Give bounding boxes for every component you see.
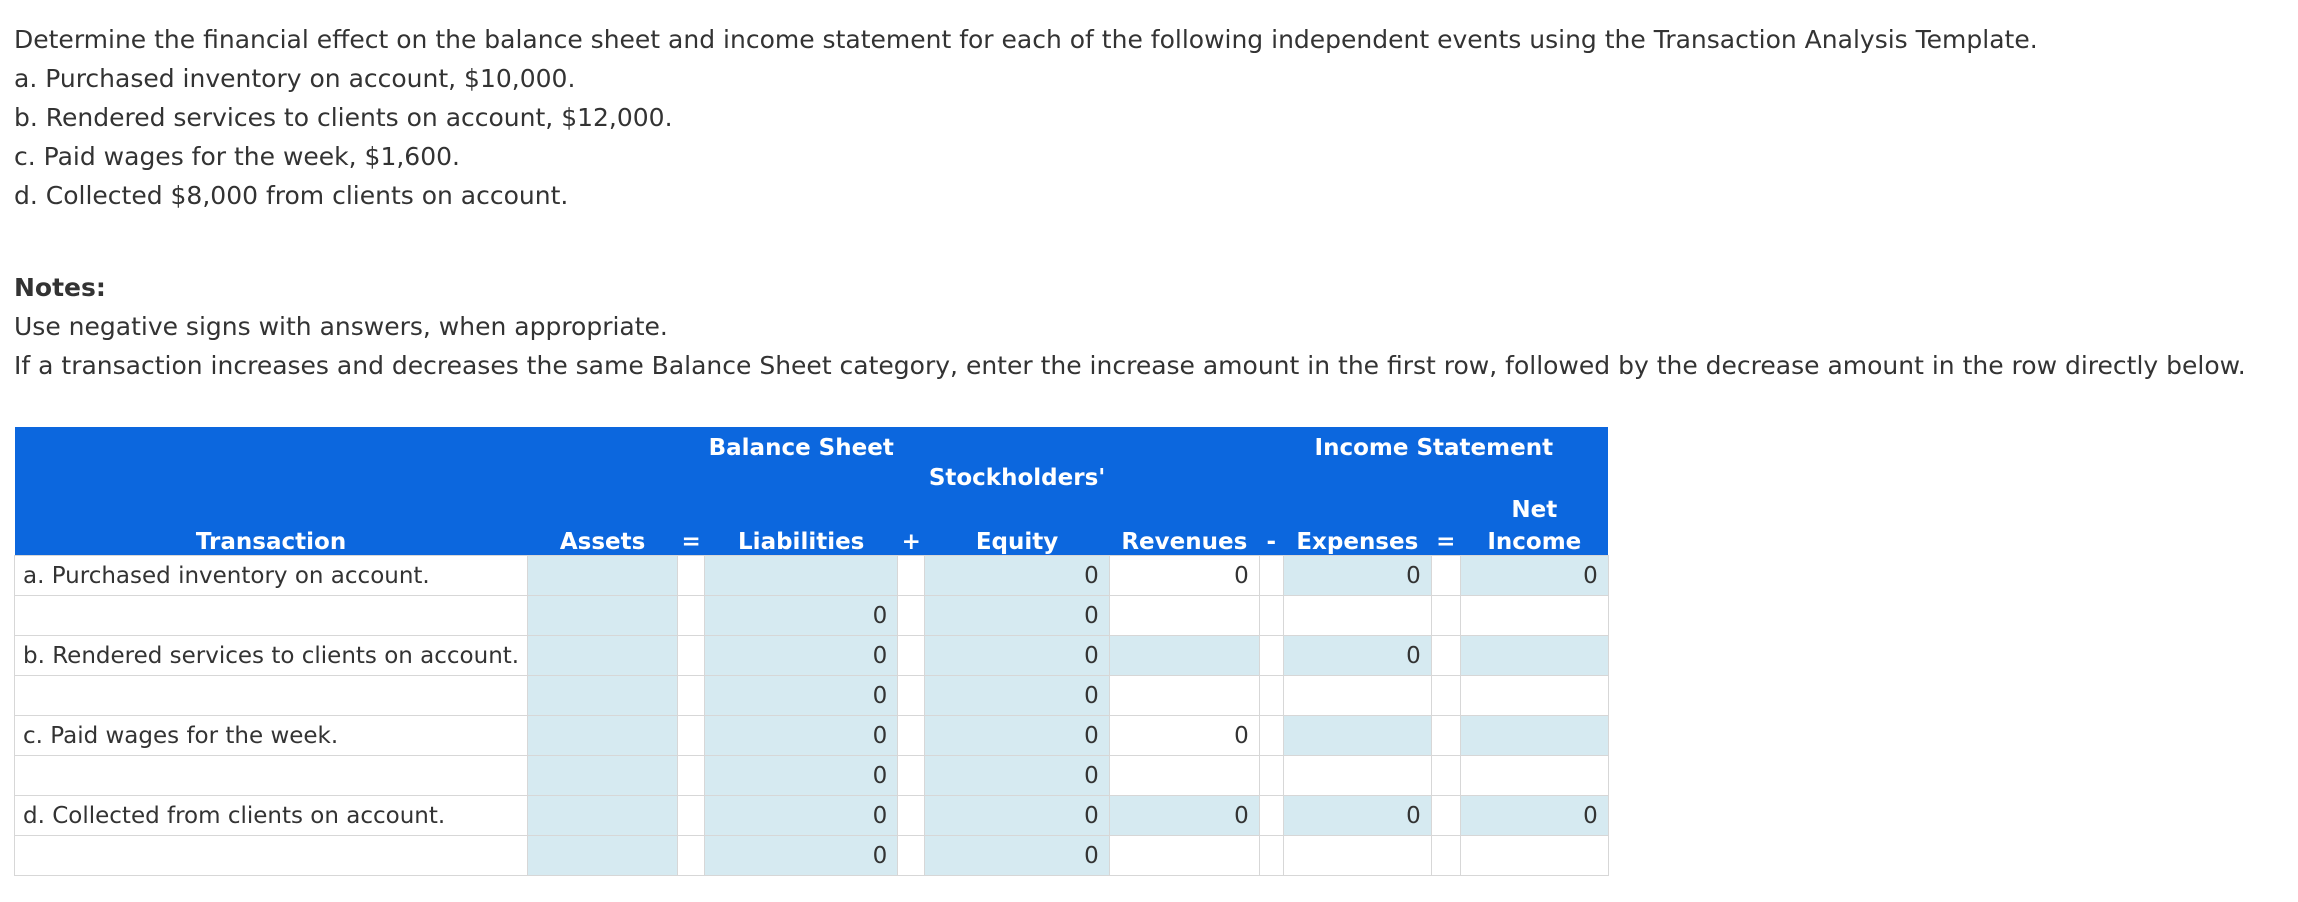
separator-cell xyxy=(678,596,705,636)
assets-input[interactable] xyxy=(528,796,678,836)
table-row xyxy=(15,836,1609,876)
separator-cell xyxy=(1259,636,1283,676)
separator-cell xyxy=(678,716,705,756)
equals-sign: = xyxy=(678,523,705,556)
expenses-input[interactable]: 0 xyxy=(1283,796,1431,836)
separator-cell xyxy=(1259,716,1283,756)
balance-sheet-header: Balance Sheet xyxy=(705,427,898,461)
revenues-input[interactable] xyxy=(1109,636,1259,676)
equals-sign: = xyxy=(1431,523,1460,556)
assets-input[interactable] xyxy=(528,556,678,596)
expenses-input[interactable] xyxy=(1283,676,1431,716)
net-header: Net xyxy=(1460,491,1608,523)
table-row xyxy=(15,556,1609,596)
net-income-value xyxy=(1460,756,1608,796)
col-transaction: Transaction xyxy=(15,523,528,556)
equity-value: 0 xyxy=(925,836,1110,876)
separator-cell xyxy=(678,756,705,796)
col-revenues: Revenues xyxy=(1109,523,1259,556)
liabilities-input[interactable]: 0 xyxy=(705,676,898,716)
revenues-input[interactable]: 0 xyxy=(1109,556,1259,596)
separator-cell xyxy=(1259,556,1283,596)
net-income-value xyxy=(1460,596,1608,636)
separator-cell xyxy=(678,636,705,676)
event-b: b. Rendered services to clients on account, $12,000. xyxy=(14,103,673,132)
transaction-label: a. Purchased inventory on account. xyxy=(15,556,528,596)
expenses-input[interactable] xyxy=(1283,756,1431,796)
header-spacer xyxy=(15,461,925,491)
transaction-label: d. Collected from clients on account. xyxy=(15,796,528,836)
spacer xyxy=(14,215,2284,268)
separator-cell xyxy=(898,716,925,756)
table-row xyxy=(15,676,1609,716)
transaction-analysis-table xyxy=(14,427,1609,876)
revenues-input[interactable] xyxy=(1109,676,1259,716)
note-1: Use negative signs with answers, when appropriate. xyxy=(14,312,668,341)
separator-cell xyxy=(1259,756,1283,796)
minus-sign: - xyxy=(1259,523,1283,556)
liabilities-input[interactable] xyxy=(705,556,898,596)
event-c: c. Paid wages for the week, $1,600. xyxy=(14,142,460,171)
separator-cell xyxy=(898,556,925,596)
transaction-label: c. Paid wages for the week. xyxy=(15,716,528,756)
separator-cell xyxy=(1431,796,1460,836)
col-expenses: Expenses xyxy=(1283,523,1431,556)
table-row xyxy=(15,596,1609,636)
header-row-3 xyxy=(15,491,1609,523)
table-row xyxy=(15,756,1609,796)
revenues-input[interactable] xyxy=(1109,596,1259,636)
col-equity: Equity xyxy=(925,523,1110,556)
prompt-text: Determine the financial effect on the balance sheet and income statement for each of the following independent events using the Transaction Analysis Template. xyxy=(14,25,2038,54)
transaction-label xyxy=(15,676,528,716)
equity-value: 0 xyxy=(925,796,1110,836)
header-spacer xyxy=(15,491,1461,523)
revenues-input[interactable]: 0 xyxy=(1109,716,1259,756)
table-row xyxy=(15,636,1609,676)
net-income-value xyxy=(1460,716,1608,756)
separator-cell xyxy=(898,596,925,636)
liabilities-input[interactable]: 0 xyxy=(705,756,898,796)
separator-cell xyxy=(678,836,705,876)
event-d: d. Collected $8,000 from clients on account. xyxy=(14,181,569,210)
net-income-value xyxy=(1460,836,1608,876)
header-row-1 xyxy=(15,427,1609,461)
separator-cell xyxy=(1431,636,1460,676)
assets-input[interactable] xyxy=(528,636,678,676)
assets-input[interactable] xyxy=(528,676,678,716)
assets-input[interactable] xyxy=(528,836,678,876)
event-a: a. Purchased inventory on account, $10,000. xyxy=(14,64,576,93)
revenues-input[interactable]: 0 xyxy=(1109,796,1259,836)
separator-cell xyxy=(678,676,705,716)
assets-input[interactable] xyxy=(528,756,678,796)
separator-cell xyxy=(678,796,705,836)
equity-value: 0 xyxy=(925,556,1110,596)
header-row-4 xyxy=(15,523,1609,556)
note-2: If a transaction increases and decreases the same Balance Sheet category, enter the increase amount in the first row, followed by the decrease amount in the row directly below. xyxy=(14,351,2246,380)
equity-value: 0 xyxy=(925,716,1110,756)
transaction-label xyxy=(15,596,528,636)
separator-cell xyxy=(1259,596,1283,636)
transaction-label xyxy=(15,756,528,796)
notes-title: Notes: xyxy=(14,273,106,302)
separator-cell xyxy=(1259,796,1283,836)
table-row xyxy=(15,796,1609,836)
stockholders-header: Stockholders' xyxy=(925,461,1110,491)
separator-cell xyxy=(898,676,925,716)
liabilities-input[interactable]: 0 xyxy=(705,836,898,876)
net-income-value xyxy=(1460,636,1608,676)
separator-cell xyxy=(898,756,925,796)
col-assets: Assets xyxy=(528,523,678,556)
transaction-label xyxy=(15,836,528,876)
liabilities-input[interactable]: 0 xyxy=(705,596,898,636)
separator-cell xyxy=(678,556,705,596)
transaction-label: b. Rendered services to clients on account. xyxy=(15,636,528,676)
assets-input[interactable] xyxy=(528,716,678,756)
liabilities-input[interactable]: 0 xyxy=(705,636,898,676)
equity-value: 0 xyxy=(925,596,1110,636)
plus-sign: + xyxy=(898,523,925,556)
equity-value: 0 xyxy=(925,756,1110,796)
net-income-value: 0 xyxy=(1460,796,1608,836)
expenses-input[interactable] xyxy=(1283,596,1431,636)
revenues-input[interactable] xyxy=(1109,836,1259,876)
separator-cell xyxy=(898,836,925,876)
separator-cell xyxy=(1259,676,1283,716)
income-statement-header: Income Statement xyxy=(1259,427,1608,461)
separator-cell xyxy=(1431,756,1460,796)
revenues-input[interactable] xyxy=(1109,756,1259,796)
expenses-input[interactable] xyxy=(1283,716,1431,756)
separator-cell xyxy=(1431,676,1460,716)
expenses-input[interactable]: 0 xyxy=(1283,556,1431,596)
header-spacer xyxy=(15,427,705,461)
instructions xyxy=(14,20,2284,385)
header-spacer xyxy=(898,427,1260,461)
net-income-value xyxy=(1460,676,1608,716)
col-net-income: Income xyxy=(1460,523,1608,556)
separator-cell xyxy=(1431,716,1460,756)
net-income-value: 0 xyxy=(1460,556,1608,596)
expenses-input[interactable] xyxy=(1283,836,1431,876)
equity-value: 0 xyxy=(925,636,1110,676)
separator-cell xyxy=(1431,836,1460,876)
separator-cell xyxy=(898,636,925,676)
col-liabilities: Liabilities xyxy=(705,523,898,556)
header-row-2 xyxy=(15,461,1609,491)
separator-cell xyxy=(1431,596,1460,636)
separator-cell xyxy=(1259,836,1283,876)
equity-value: 0 xyxy=(925,676,1110,716)
separator-cell xyxy=(1431,556,1460,596)
liabilities-input[interactable]: 0 xyxy=(705,716,898,756)
expenses-input[interactable]: 0 xyxy=(1283,636,1431,676)
separator-cell xyxy=(898,796,925,836)
table-row xyxy=(15,716,1609,756)
liabilities-input[interactable]: 0 xyxy=(705,796,898,836)
header-spacer xyxy=(1109,461,1608,491)
assets-input[interactable] xyxy=(528,596,678,636)
